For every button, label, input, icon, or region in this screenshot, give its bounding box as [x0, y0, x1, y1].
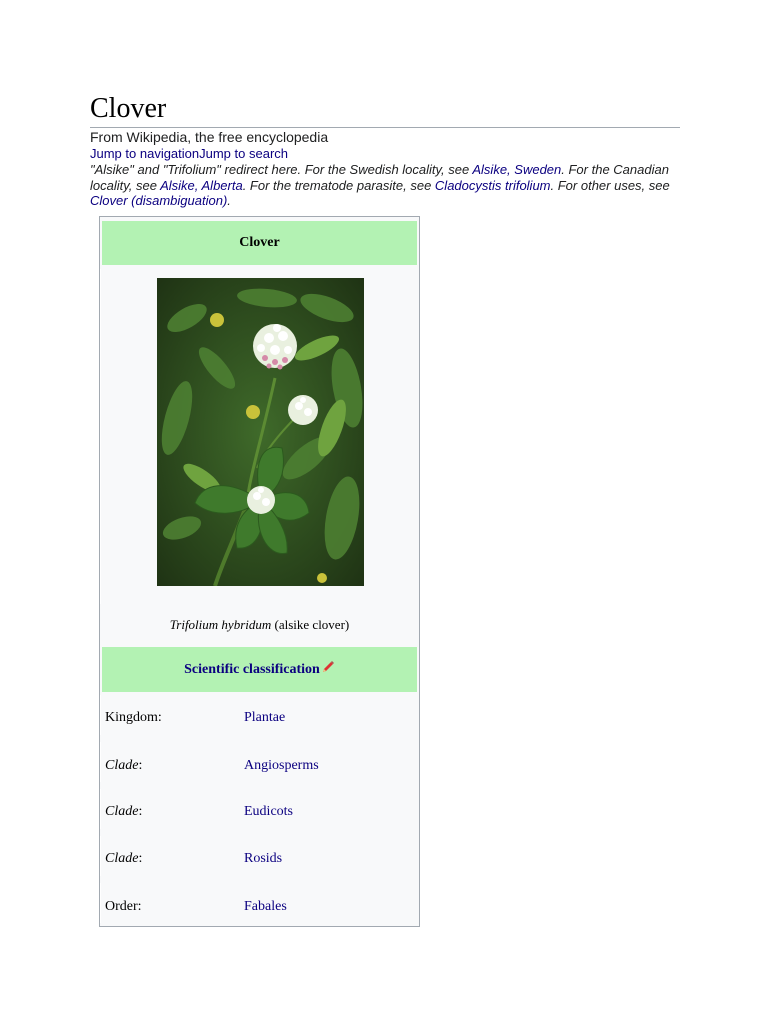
page-title: Clover — [90, 93, 680, 128]
classification-row-clade — [105, 756, 415, 776]
rank-label-text: Clade — [105, 758, 139, 773]
taxon-link-angiosperms[interactable]: Angiosperms — [244, 758, 319, 773]
taxon-link-plantae[interactable]: Plantae — [244, 710, 286, 725]
alsike-sweden-link[interactable]: Alsike, Sweden — [472, 162, 562, 177]
hatnote-text: . For the trematode parasite, see — [242, 177, 435, 193]
taxon-link-rosids[interactable]: Rosids — [244, 851, 283, 866]
row-divider — [100, 269, 101, 604]
jump-links — [90, 146, 288, 162]
scientific-classification-header — [102, 647, 417, 692]
hatnote-text: . — [227, 193, 231, 208]
site-tagline: From Wikipedia, the free encyclopedia — [90, 129, 329, 145]
taxon-link-fabales[interactable]: Fabales — [244, 899, 287, 914]
rank-label: Clade: — [105, 804, 143, 819]
rank-label: Kingdom: — [105, 710, 162, 725]
infobox-title: Clover — [102, 221, 417, 265]
scientific-classification-link[interactable]: Scientific classification — [184, 661, 320, 677]
rank-label-text: Clade — [105, 804, 139, 819]
classification-row-clade — [105, 849, 415, 869]
taxobox — [99, 216, 420, 927]
hatnote-text: . For the Canadian locality, see — [90, 162, 669, 193]
classification-row-order — [105, 897, 415, 917]
taxon-link-eudicots[interactable]: Eudicots — [244, 804, 293, 819]
row-divider — [100, 742, 101, 782]
hatnote-text: . For other uses, see — [550, 177, 670, 193]
caption-common-name: (alsike clover) — [271, 617, 350, 632]
clover-photo[interactable] — [157, 278, 364, 586]
row-divider — [100, 789, 101, 829]
image-caption — [100, 617, 419, 633]
row-divider — [100, 883, 101, 923]
rank-label: Clade: — [105, 758, 143, 773]
hatnote — [90, 162, 670, 209]
pencil-icon[interactable] — [321, 660, 335, 679]
alsike-alberta-link[interactable]: Alsike, Alberta — [160, 177, 243, 193]
rank-label: Clade: — [105, 851, 143, 866]
classification-row-clade — [105, 802, 415, 822]
hatnote-text: "Alsike" and "Trifolium" redirect here. For the Swedish locality, see — [90, 162, 473, 177]
jump-to-search-link[interactable]: Jump to search — [199, 146, 288, 161]
row-divider — [100, 836, 101, 876]
clover-plant-image — [157, 278, 364, 586]
caption-species: Trifolium hybridum — [169, 617, 272, 632]
classification-row-kingdom — [105, 708, 415, 728]
jump-to-navigation-link[interactable]: Jump to navigation — [90, 146, 200, 161]
rank-label-text: Clade — [105, 851, 139, 866]
rank-label: Order: — [105, 899, 142, 914]
row-divider — [100, 695, 101, 735]
cladocystis-trifolium-link[interactable]: Cladocystis trifolium — [434, 177, 551, 193]
clover-disambiguation-link[interactable]: Clover (disambiguation) — [90, 193, 228, 208]
